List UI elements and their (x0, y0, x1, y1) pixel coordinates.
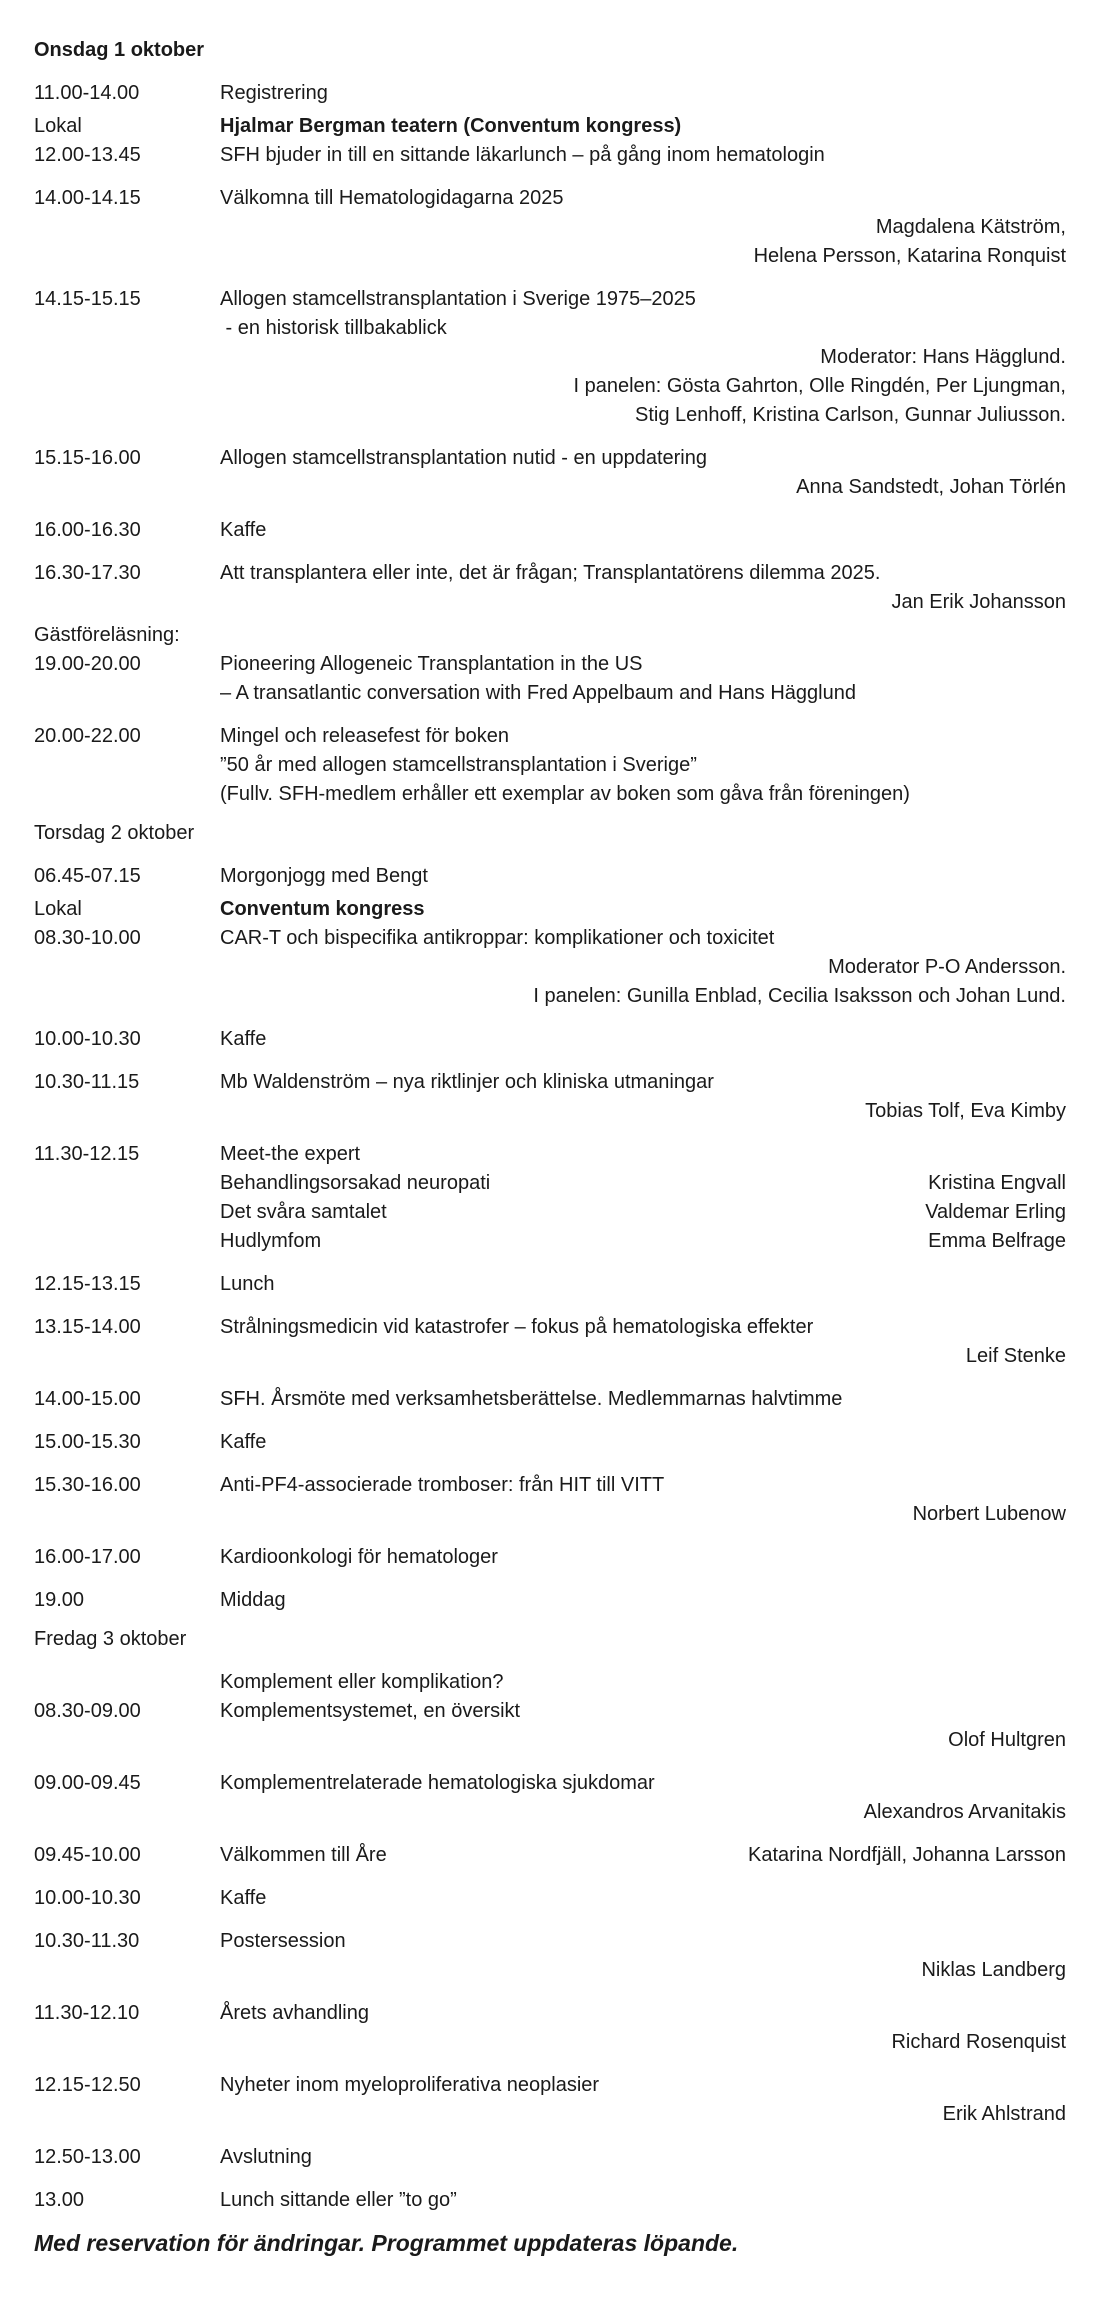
program-row (34, 444, 1066, 502)
talk-speaker: Emma Belfrage (928, 1230, 1066, 1252)
talk-pair (220, 1169, 1066, 1198)
session-content (220, 2186, 1066, 2215)
session-title: ”50 år med allogen stamcellstransplantation i Sverige” (220, 754, 697, 776)
session-content (220, 1385, 1066, 1414)
speaker-line: I panelen: Gunilla Enblad, Cecilia Isaksson och Johan Lund. (533, 985, 1066, 1007)
session-title: Kaffe (220, 1028, 267, 1050)
program-row (34, 1025, 1066, 1054)
session-content (220, 112, 1066, 141)
program-row (34, 516, 1066, 545)
program-row (34, 1270, 1066, 1299)
speaker-line: I panelen: Gösta Gahrton, Olle Ringdén, Per Ljungman, (573, 375, 1066, 397)
speaker-line: Helena Persson, Katarina Ronquist (753, 245, 1066, 267)
session-content (220, 285, 1066, 430)
session-content (220, 1270, 1066, 1299)
time-slot: 19.00 (34, 1589, 85, 1611)
time-slot: 10.30-11.15 (34, 1071, 140, 1093)
program-row (34, 1999, 1066, 2057)
time-slot: 12.50-13.00 (34, 2146, 141, 2168)
speaker-line: Moderator: Hans Hägglund. (820, 346, 1066, 368)
session-title: SFH bjuder in till en sittande läkarlunch – på gång inom hematologin (220, 144, 825, 166)
session-content (220, 862, 1066, 891)
session-title: Kaffe (220, 1431, 267, 1453)
session-title: – A transatlantic conversation with Fred Appelbaum and Hans Hägglund (220, 682, 856, 704)
speaker-line: Norbert Lubenow (912, 1503, 1066, 1525)
session-content (220, 184, 1066, 271)
time-slot: 19.00-20.00 (34, 653, 141, 675)
time-slot: Lokal (34, 898, 82, 920)
time-slot: 06.45-07.15 (34, 865, 141, 887)
time-slot: 14.15-15.15 (34, 288, 141, 310)
time-slot: 11.30-12.15 (34, 1143, 140, 1165)
session-content (220, 1668, 1066, 1697)
session-title: Nyheter inom myeloproliferativa neoplasier (220, 2074, 600, 2096)
speaker-line: Niklas Landberg (921, 1959, 1066, 1981)
session-content (220, 1999, 1066, 2057)
time-slot: 10.00-10.30 (34, 1028, 141, 1050)
talk-title: Det svåra samtalet (220, 1201, 387, 1223)
day-heading: Onsdag 1 oktober (34, 39, 205, 61)
program-row (34, 895, 1066, 924)
time-slot: 12.15-12.50 (34, 2074, 141, 2096)
session-content (220, 1884, 1066, 1913)
session-content (220, 1543, 1066, 1572)
session-title: Allogen stamcellstransplantation i Sverige 1975–2025 (220, 288, 696, 310)
time-slot: 15.00-15.30 (34, 1431, 141, 1453)
program-row (34, 1841, 1066, 1870)
session-content (220, 722, 1066, 809)
session-title: Allogen stamcellstransplantation nutid - en uppdatering (220, 447, 707, 469)
session-content (220, 444, 1066, 502)
day-heading: Torsdag 2 oktober (34, 822, 195, 844)
time-slot: 20.00-22.00 (34, 725, 141, 747)
program-row (34, 2071, 1066, 2129)
time-slot: Gästföreläsning: (34, 624, 180, 646)
session-title: SFH. Årsmöte med verksamhetsberättelse. Medlemmarnas halvtimme (220, 1388, 843, 1410)
time-slot: 14.00-15.00 (34, 1388, 141, 1410)
session-content (220, 1068, 1066, 1126)
session-title: Lunch sittande eller ”to go” (220, 2189, 457, 2211)
speaker-line: Olof Hultgren (948, 1729, 1066, 1751)
session-title: Avslutning (220, 2146, 312, 2168)
program-row (34, 1543, 1066, 1572)
program-row (34, 1668, 1066, 1697)
program-row (34, 1140, 1066, 1256)
speaker-line: Alexandros Arvanitakis (863, 1801, 1066, 1823)
session-title: Komplement eller komplikation? (220, 1671, 504, 1693)
speaker-line: Erik Ahlstrand (942, 2103, 1066, 2125)
speaker-line: Tobias Tolf, Eva Kimby (865, 1100, 1066, 1122)
session-title: Kaffe (220, 1887, 267, 1909)
program-row (34, 1927, 1066, 1985)
session-content (220, 650, 1066, 708)
session-content (220, 79, 1066, 108)
session-content (220, 924, 1066, 1011)
talk-pair (220, 1198, 1066, 1227)
program-row (34, 1313, 1066, 1371)
session-content (220, 141, 1066, 170)
session-content (220, 1025, 1066, 1054)
session-title: Mb Waldenström – nya riktlinjer och kliniska utmaningar (220, 1071, 714, 1093)
speaker-line: Moderator P-O Andersson. (828, 956, 1066, 978)
time-slot: 14.00-14.15 (34, 187, 141, 209)
session-content (220, 1140, 1066, 1256)
time-slot: 13.00 (34, 2189, 85, 2211)
session-content (220, 2071, 1066, 2129)
session-title: Kardioonkologi för hematologer (220, 1546, 498, 1568)
session-content (220, 559, 1066, 617)
program-row (34, 924, 1066, 1011)
program-days (34, 36, 1066, 2215)
program-row (34, 1769, 1066, 1827)
program-row (34, 1068, 1066, 1126)
time-slot: 09.00-09.45 (34, 1772, 141, 1794)
session-title: Lunch (220, 1273, 275, 1295)
time-slot: 16.00-16.30 (34, 519, 141, 541)
time-slot: 15.15-16.00 (34, 447, 141, 469)
program-row (34, 112, 1066, 141)
program-row (34, 79, 1066, 108)
program-row (34, 2186, 1066, 2215)
time-slot: 13.15-14.00 (34, 1316, 141, 1338)
speaker-line: Stig Lenhoff, Kristina Carlson, Gunnar Juliusson. (635, 404, 1066, 426)
session-title: Komplementrelaterade hematologiska sjukdomar (220, 1772, 655, 1794)
program-row (34, 559, 1066, 617)
session-title: Postersession (220, 1930, 346, 1952)
talk-title: Behandlingsorsakad neuropati (220, 1172, 491, 1194)
session-content (220, 895, 1066, 924)
speaker-line: Richard Rosenquist (891, 2031, 1066, 2053)
program-row (34, 1884, 1066, 1913)
time-slot: 12.15-13.15 (34, 1273, 141, 1295)
session-title: - en historisk tillbakablick (220, 317, 447, 339)
session-title: Middag (220, 1589, 286, 1611)
footer-note: Med reservation för ändringar. Programmet uppdateras löpande. (34, 2230, 739, 2256)
time-slot: 11.30-12.10 (34, 2002, 140, 2024)
day-heading: Fredag 3 oktober (34, 1628, 187, 1650)
time-slot: 11.00-14.00 (34, 82, 140, 104)
talk-title: Hudlymfom (220, 1230, 322, 1252)
session-content (220, 1313, 1066, 1371)
session-content (220, 2143, 1066, 2172)
session-title: Kaffe (220, 519, 267, 541)
session-title: Morgonjogg med Bengt (220, 865, 428, 887)
session-content (220, 516, 1066, 545)
program-row (34, 1586, 1066, 1615)
session-title: (Fullv. SFH-medlem erhåller ett exemplar av boken som gåva från föreningen) (220, 783, 910, 805)
session-title: Meet-the expert (220, 1143, 361, 1165)
session-content (220, 1471, 1066, 1529)
time-slot: 08.30-09.00 (34, 1700, 141, 1722)
time-slot (34, 1668, 220, 1697)
session-content (220, 1697, 1066, 1755)
session-title: Att transplantera eller inte, det är frågan; Transplantatörens dilemma 2025. (220, 562, 881, 584)
time-slot: 12.00-13.45 (34, 144, 141, 166)
speaker-line: Jan Erik Johansson (891, 591, 1066, 613)
session-content (220, 621, 1066, 650)
session-title: Anti-PF4-associerade tromboser: från HIT till VITT (220, 1474, 665, 1496)
speaker-line: Leif Stenke (965, 1345, 1066, 1367)
session-title: Komplementsystemet, en översikt (220, 1700, 521, 1722)
session-title: CAR-T och bispecifika antikroppar: komplikationer och toxicitet (220, 927, 775, 949)
time-slot: 16.00-17.00 (34, 1546, 141, 1568)
time-slot: 10.00-10.30 (34, 1887, 141, 1909)
program-row (34, 285, 1066, 430)
session-content (220, 1428, 1066, 1457)
time-slot: 08.30-10.00 (34, 927, 141, 949)
session-title: Mingel och releasefest för boken (220, 725, 510, 747)
talk-speaker: Valdemar Erling (925, 1201, 1066, 1223)
session-content (220, 1769, 1066, 1827)
program-row (34, 1697, 1066, 1755)
time-slot: 10.30-11.30 (34, 1930, 140, 1952)
program-row (34, 722, 1066, 809)
talk-pair (220, 1227, 1066, 1256)
program-row (34, 1385, 1066, 1414)
program-row (34, 2143, 1066, 2172)
time-slot: Lokal (34, 115, 82, 137)
program-row (34, 1428, 1066, 1457)
program-row (34, 650, 1066, 708)
program-row (34, 184, 1066, 271)
time-slot: 09.45-10.00 (34, 1844, 141, 1866)
session-title: Årets avhandling (220, 2002, 369, 2024)
talk-pair (220, 1841, 1066, 1870)
speaker-line: Magdalena Kätström, (875, 216, 1066, 238)
time-slot: 16.30-17.30 (34, 562, 141, 584)
time-slot: 15.30-16.00 (34, 1474, 141, 1496)
program-row (34, 862, 1066, 891)
session-title: Hjalmar Bergman teatern (Conventum kongress) (220, 115, 682, 137)
session-title: Strålningsmedicin vid katastrofer – fokus på hematologiska effekter (220, 1316, 814, 1338)
session-content (220, 1841, 1066, 1870)
talk-speaker: Kristina Engvall (928, 1172, 1066, 1194)
session-title: Registrering (220, 82, 328, 104)
session-title: Välkomna till Hematologidagarna 2025 (220, 187, 564, 209)
session-content (220, 1586, 1066, 1615)
talk-speaker: Katarina Nordfjäll, Johanna Larsson (748, 1844, 1066, 1866)
program-row (34, 1471, 1066, 1529)
session-title: Conventum kongress (220, 898, 425, 920)
program-row (34, 141, 1066, 170)
speaker-line: Anna Sandstedt, Johan Törlén (796, 476, 1066, 498)
session-title: Pioneering Allogeneic Transplantation in the US (220, 653, 643, 675)
program-row (34, 621, 1066, 650)
session-content (220, 1927, 1066, 1985)
talk-title: Välkommen till Åre (220, 1844, 387, 1866)
